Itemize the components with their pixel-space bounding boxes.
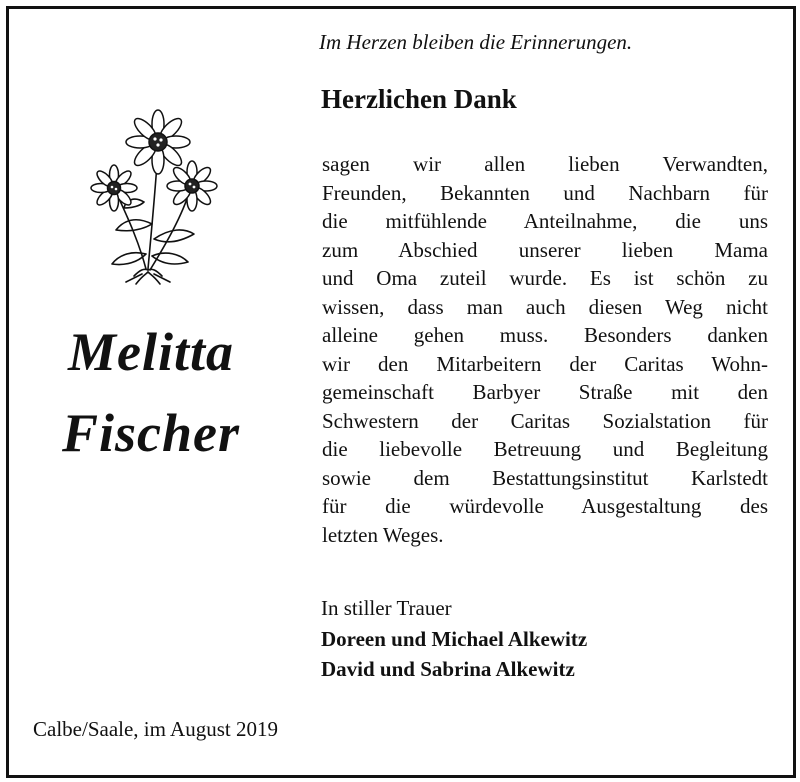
text-line: die liebevolle Betreuung und Begleitung: [322, 437, 768, 461]
thank-you-text: [322, 150, 768, 549]
place-and-date: Calbe/Saale, im August 2019: [33, 717, 278, 741]
text-line: sowie dem Bestattungsinstitut Karlstedt: [322, 465, 768, 490]
text-line: die mitfühlende Anteilnahme, die uns: [322, 209, 768, 233]
signer-name: David und Sabrina Alkewitz: [321, 657, 575, 681]
text-line: für die würdevolle Ausgestaltung des: [322, 494, 768, 518]
signer-name: Doreen und Michael Alkewitz: [321, 627, 588, 651]
text-line: Schwestern der Caritas Sozialstation für: [322, 408, 768, 433]
text-line: Freunden, Bekannten und Nachbarn für: [322, 180, 768, 205]
thank-you-heading: Herzlichen Dank: [321, 84, 517, 114]
text-line: letzten Weges.: [322, 522, 444, 547]
text-line: und Oma zuteil wurde. Es ist schön zu: [322, 266, 768, 290]
text-line: wissen, dass man auch diesen Weg nicht: [322, 294, 768, 319]
edelweiss-flowers-icon: [86, 104, 226, 290]
text-line: gemeinschaft Barbyer Straße mit den: [322, 380, 768, 404]
text-line: wir den Mitarbeitern der Caritas Wohn-: [322, 351, 768, 376]
deceased-last-name: Fischer: [61, 403, 241, 463]
text-line: sagen wir allen lieben Verwandten,: [322, 152, 768, 176]
text-line: zum Abschied unserer lieben Mama: [322, 237, 768, 262]
motto: Im Herzen bleiben die Erinnerungen.: [319, 30, 633, 54]
deceased-first-name: Melitta: [68, 322, 234, 382]
text-line: alleine gehen muss. Besonders danken: [322, 323, 768, 347]
mourning-line: In stiller Trauer: [321, 596, 452, 620]
